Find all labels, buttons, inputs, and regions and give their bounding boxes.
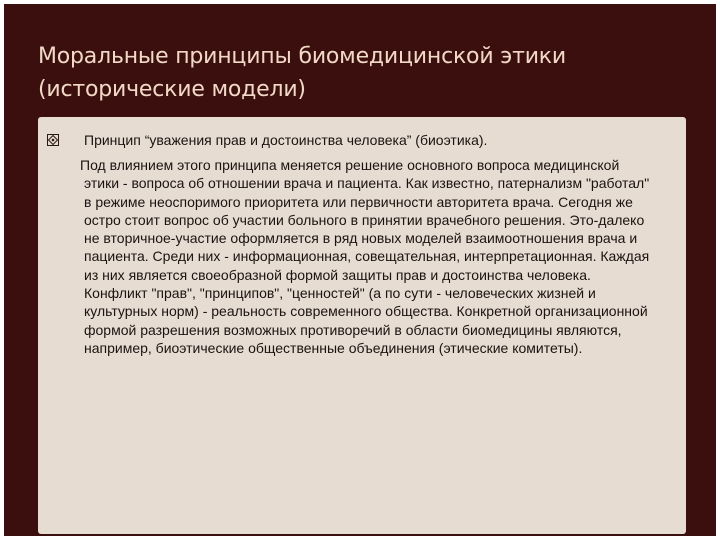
slide-title: Моральные принципы биомедицинской этики (исторические модели) — [38, 44, 566, 102]
content-panel — [38, 117, 686, 534]
bullet-heading: Принцип “уважения прав и достоинства человека” (биоэтика). — [84, 132, 488, 148]
diamond-bullet-icon — [47, 134, 59, 146]
slide — [4, 4, 716, 536]
body-paragraph: Под влиянием этого принципа меняется решение основного вопроса медицинской этики - вопроса об отношении врача и пациента. Как известно, патернализм "работал" в режиме неоспоримого приоритета или первичности авторитета врача. Сегодня же остро стоит вопрос об участии больного в принятии врачебного решения. Это-далеко не вторичное-участие оформляется в ряд новых моделей взаимоотношения врача и пациента. Среди них - информационная, совещательная, интерпретационная. Каждая из них является своеобразной формой защиты прав и достоинства человека. Конфликт "прав", "принципов", "ценностей" (а по сути - человеческих жизней и культурных норм) - реальность современного общества. Конкретной организационной формой разрешения возможных противоречий в области биомедицины являются, например, биоэтические общественные объединения (этические комитеты). — [80, 157, 650, 356]
